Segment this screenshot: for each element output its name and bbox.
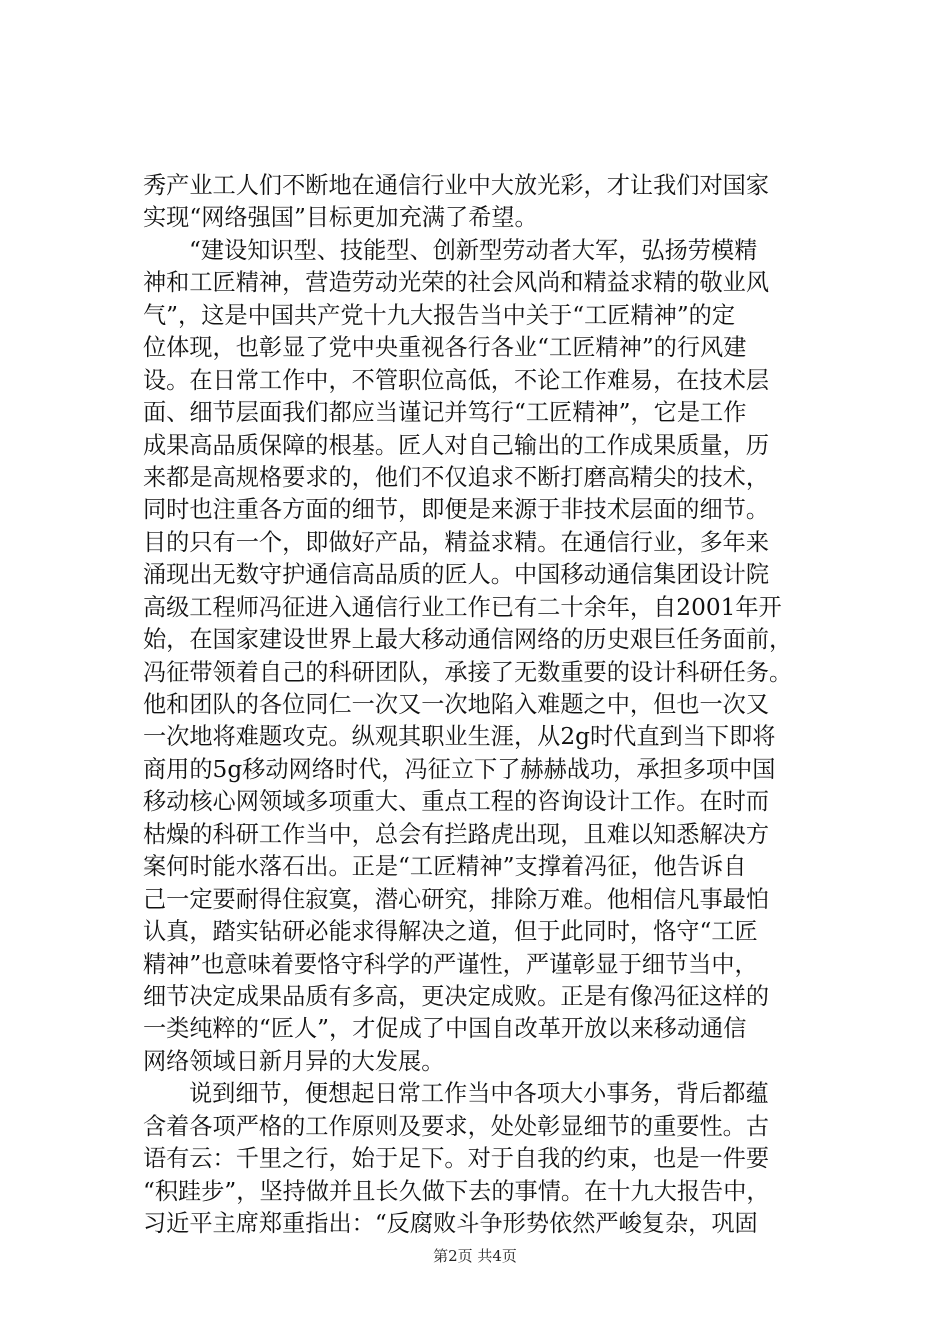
text-line: 说到细节，便想起日常工作当中各项大小事务，背后都蕴 (189, 1080, 769, 1108)
text-line: 目的只有一个，即做好产品，精益求精。在通信行业，多年来 (143, 528, 770, 556)
text-line: 商用的5g移动网络时代，冯征立下了赫赫战功，承担多项中国 (143, 755, 776, 783)
text-line: 一次地将难题攻克。纵观其职业生涯，从2g时代直到当下即将 (143, 723, 776, 751)
text-line: 秀产业工人们不断地在通信行业中大放光彩，才让我们对国家 (143, 172, 770, 199)
text-line: 成果高品质保障的根基。匠人对自己输出的工作成果质量，历 (143, 431, 770, 459)
text-line: 精神”也意味着要恪守科学的严谨性，严谨彰显于细节当中， (143, 950, 758, 978)
text-line: 实现“网络强国”目标更加充满了希望。 (143, 204, 538, 232)
text-line: “建设知识型、技能型、创新型劳动者大军，弘扬劳模精 (189, 236, 758, 264)
text-line: 神和工匠精神，营造劳动光荣的社会风尚和精益求精的敬业风 (143, 269, 770, 297)
text-line: 网络领域日新月异的大发展。 (143, 1047, 445, 1075)
text-line: 己一定要耐得住寂寞，潜心研究，排除万难。他相信凡事最怕 (143, 885, 770, 913)
text-line: 细节决定成果品质有多高，更决定成败。正是有像冯征这样的 (143, 982, 770, 1010)
text-line: 同时也注重各方面的细节，即便是来源于非技术层面的细节。 (143, 496, 770, 524)
text-line: 气”，这是中国共产党十九大报告当中关于“工匠精神”的定 (143, 301, 736, 329)
text-line: 习近平主席郑重指出：“反腐败斗争形势依然严峻复杂，巩固 (143, 1210, 758, 1237)
text-line: 位体现，也彰显了党中央重视各行各业“工匠精神”的行风建 (143, 334, 747, 362)
text-line: 面、细节层面我们都应当谨记并笃行“工匠精神”，它是工作 (143, 399, 747, 427)
text-line: 高级工程师冯征进入通信行业工作已有二十余年，自2001年开 (143, 593, 782, 621)
page-footer: 第2页 共4页 (433, 1247, 517, 1265)
text-line: 含着各项严格的工作原则及要求，处处彰显细节的重要性。古 (143, 1112, 770, 1140)
text-line: 案何时能水落石出。正是“工匠精神”支撑着冯征，他告诉自 (143, 853, 747, 881)
text-line: 他和团队的各位同仁一次又一次地陷入难题之中，但也一次又 (143, 691, 770, 718)
text-line: 冯征带领着自己的科研团队，承接了无数重要的设计科研任务。 (143, 658, 793, 686)
text-line: 来都是高规格要求的，他们不仅追求不断打磨高精尖的技术， (143, 463, 770, 491)
text-line: 涌现出无数守护通信高品质的匠人。中国移动通信集团设计院 (143, 561, 770, 589)
text-line: “积跬步”，坚持做并且长久做下去的事情。在十九大报告中， (143, 1177, 770, 1205)
text-line: 枯燥的科研工作当中，总会有拦路虎出现，且难以知悉解决方 (143, 820, 770, 848)
text-line: 移动核心网领域多项重大、重点工程的咨询设计工作。在时而 (143, 788, 770, 816)
body-text (143, 170, 843, 1240)
text-line: 认真，踏实钻研必能求得解决之道，但于此同时，恪守“工匠 (143, 918, 758, 946)
text-line: 语有云：千里之行，始于足下。对于自我的约束，也是一件要 (143, 1145, 770, 1173)
text-line: 一类纯粹的“匠人”，才促成了中国自改革开放以来移动通信 (143, 1015, 747, 1043)
text-line: 始，在国家建设世界上最大移动通信网络的历史艰巨任务面前， (143, 626, 793, 654)
text-line: 设。在日常工作中，不管职位高低，不论工作难易，在技术层 (143, 366, 770, 394)
